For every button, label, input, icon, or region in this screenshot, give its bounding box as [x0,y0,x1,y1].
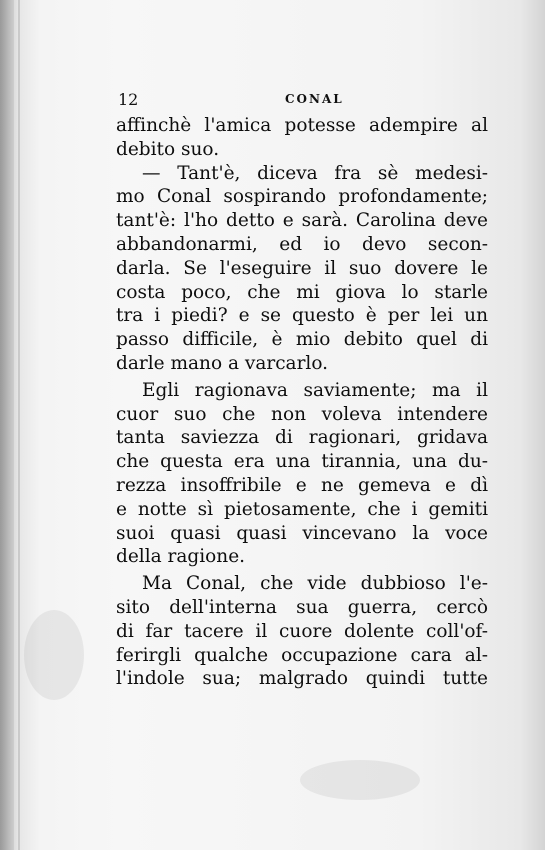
page-header [118,90,488,110]
page-number: 12 [118,90,139,109]
text-line: darle mano a varcarlo. [116,352,329,374]
text-line: ferirgli qualche occupazione cara al- [116,644,488,666]
page-fold-line [18,0,20,850]
running-title: CONAL [285,92,344,106]
text-line: abbandonarmi, ed io devo secon- [116,233,488,255]
text-line: rezza insoffribile e ne gemeva e dì [116,474,488,496]
text-line: di far tacere il cuore dolente coll'of- [116,620,488,642]
text-line: affinchè l'amica potesse adempire al [116,115,488,136]
text-line: tra i piedi? e se questo è per lei un [116,305,488,327]
text-line: passo difficile, è mio debito quel di [116,329,488,351]
text-line: cuor suo che non voleva intendere [116,403,488,425]
text-line: costa poco, che mi giova lo starle [116,281,488,303]
text-line: suoi quasi quasi vincevano la voce [116,522,488,544]
paper-stain [24,610,84,700]
text-line: l'indole sua; malgrado quindi tutte [116,668,488,690]
text-line: della ragione. [116,546,246,568]
text-line: debito suo. [116,138,220,160]
text-line: Egli ragionava saviamente; ma il [142,379,488,401]
text-line: tanta saviezza di ragionari, gridava [116,427,488,449]
text-line: tant'è: l'ho detto e sarà. Carolina deve [116,210,488,232]
text-line: Ma Conal, che vide dubbioso l'e- [142,573,488,595]
paper-stain [300,760,420,800]
book-spine-shadow [0,0,14,850]
text-line: darla. Se l'eseguire il suo dovere le [116,257,488,279]
text-line: mo Conal sospirando profondamente; [116,186,488,208]
text-line: che questa era una tirannia, una du- [116,451,488,473]
body-text [116,114,488,691]
text-line: e notte sì pietosamente, che i gemiti [116,498,488,520]
text-line: — Tant'è, diceva fra sè medesi- [142,162,488,184]
text-line: sito dell'interna sua guerra, cercò [116,596,488,618]
